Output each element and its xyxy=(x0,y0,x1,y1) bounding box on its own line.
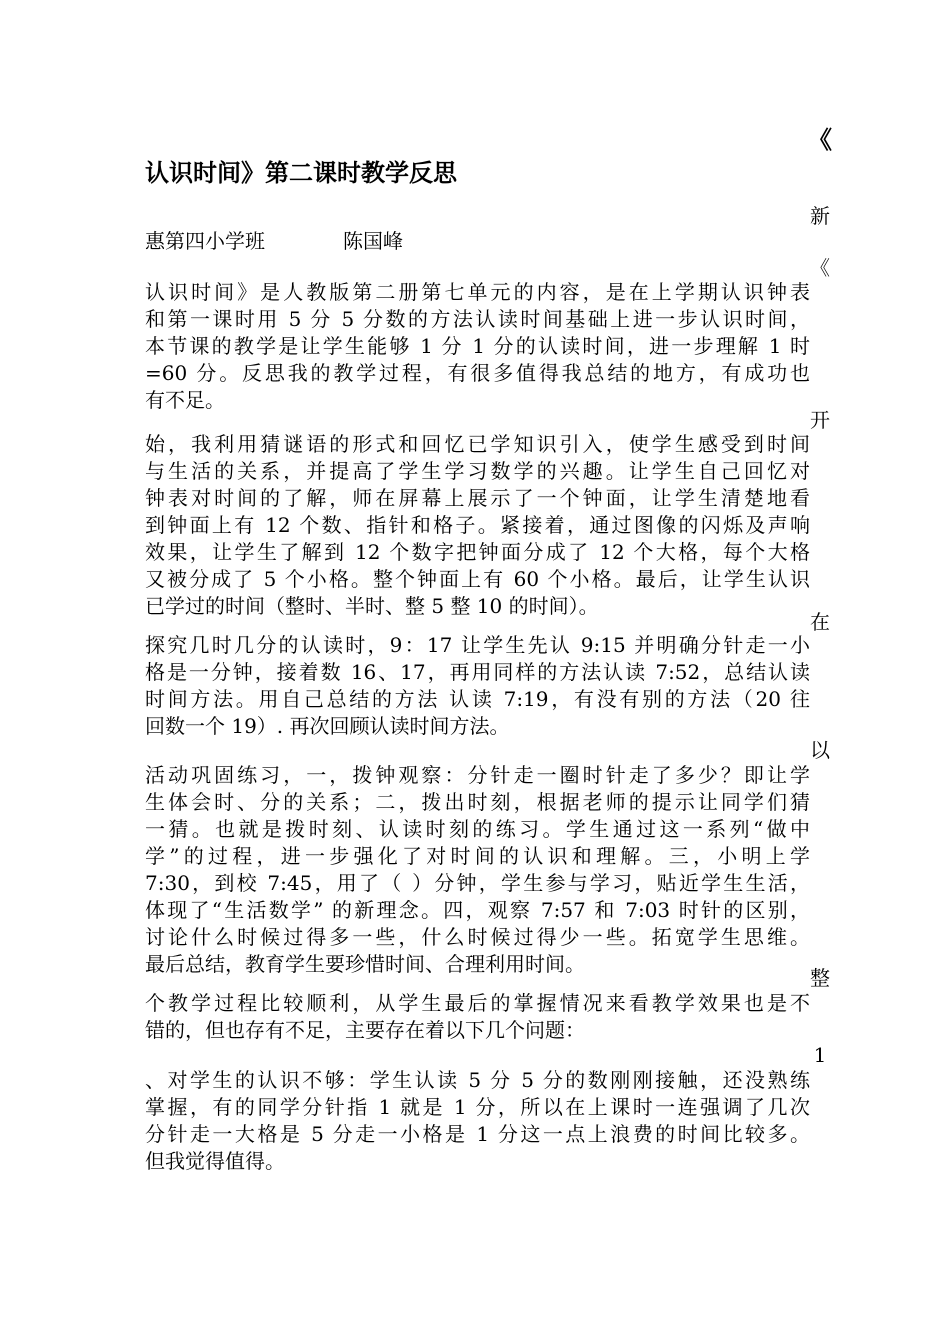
paragraph-line: 回数一个 19）. 再次回顾认读时间方法。 xyxy=(145,714,510,738)
margin-char-4: 开 xyxy=(810,408,830,432)
paragraph-summary xyxy=(145,990,810,1044)
paragraph-practice xyxy=(145,762,810,978)
paragraph-line: 但我觉得值得。 xyxy=(145,1149,285,1173)
paragraph-line: 学”的过程，进一步强化了对时间的认识和理解。三，小明上学 xyxy=(145,844,810,868)
margin-char-5: 在 xyxy=(810,610,830,634)
paragraph-line: 有不足。 xyxy=(145,388,225,412)
paragraph-line: 生体会时、分的关系；二，拨出时刻，根据老师的提示让同学们猜 xyxy=(145,790,810,814)
paragraph-line: 掌握，有的同学分针指 1 就是 1 分，所以在上课时一连强调了几次 xyxy=(145,1095,810,1119)
paragraph-line: 最后总结，教育学生要珍惜时间、合理利用时间。 xyxy=(145,952,585,976)
paragraph-line: 体现了“生活数学” 的新理念。四，观察 7:57 和 7:03 时针的区别， xyxy=(145,898,810,922)
paragraph-line: 与生活的关系，并提高了学生学习数学的兴趣。让学生自己回忆对 xyxy=(145,459,810,483)
paragraph-issue-1 xyxy=(145,1067,810,1175)
paragraph-line: =60 分。反思我的教学过程，有很多值得我总结的地方，有成功也 xyxy=(145,361,810,385)
paragraph-line: 错的，但也存有不足，主要存在着以下几个问题： xyxy=(145,1018,585,1042)
document-title: 认识时间》第二课时教学反思 xyxy=(145,158,457,187)
paragraph-line: 和第一课时用 5 分 5 分数的方法认读时间基础上进一步认识时间， xyxy=(145,307,810,331)
paragraph-line: 个教学过程比较顺利，从学生最后的掌握情况来看教学效果也是不 xyxy=(145,991,810,1015)
paragraph-line: 讨论什么时候过得多一些，什么时候过得少一些。拓宽学生思维。 xyxy=(145,925,810,949)
margin-char-8: 1 xyxy=(813,1043,827,1067)
margin-char-7: 整 xyxy=(810,966,830,990)
paragraph-line: 到钟面上有 12 个数、指针和格子。紧接着，通过图像的闪烁及声响 xyxy=(145,513,810,537)
paragraph-line: 活动巩固练习，一，拨钟观察：分针走一圈时针走了多少？即让学 xyxy=(145,763,810,787)
paragraph-line: 始，我利用猜谜语的形式和回忆已学知识引入，使学生感受到时间 xyxy=(145,432,810,456)
paragraph-line: 格是一分钟，接着数 16、17，再用同样的方法认读 7:52，总结认读 xyxy=(145,660,810,684)
byline xyxy=(145,228,403,254)
margin-char-2: 新 xyxy=(810,204,830,228)
paragraph-line: 一猜。也就是拨时刻、认读时刻的练习。学生通过这一系列“做中 xyxy=(145,817,810,841)
paragraph-intro xyxy=(145,279,810,414)
paragraph-opening xyxy=(145,431,810,620)
byline-author: 陈国峰 xyxy=(343,229,403,253)
margin-char-6: 以 xyxy=(810,738,830,762)
paragraph-line: 、对学生的认识不够：学生认读 5 分 5 分的数刚刚接触，还没熟练 xyxy=(145,1068,810,1092)
paragraph-line: 认识时间》是人教版第二册第七单元的内容，是在上学期认识钟表 xyxy=(145,280,810,304)
paragraph-line: 钟表对时间的了解，师在屏幕上展示了一个钟面，让学生清楚地看 xyxy=(145,486,810,510)
paragraph-line: 时间方法。用自己总结的方法 认读 7:19，有没有别的方法（20 往 xyxy=(145,687,810,711)
paragraph-line: 本节课的教学是让学生能够 1 分 1 分的认读时间，进一步理解 1 时 xyxy=(145,334,810,358)
paragraph-line: 探究几时几分的认读时，9：17 让学生先认 9:15 并明确分针走一小 xyxy=(145,633,810,657)
margin-char-1: 《 xyxy=(808,125,832,154)
paragraph-line: 效果，让学生了解到 12 个数字把钟面分成了 12 个大格，每个大格 xyxy=(145,540,810,564)
paragraph-line: 又被分成了 5 个小格。整个钟面上有 60 个小格。最后，让学生认识 xyxy=(145,567,810,591)
paragraph-line: 分针走一大格是 5 分走一小格是 1 分这一点上浪费的时间比较多。 xyxy=(145,1122,810,1146)
byline-school: 惠第四小学班 xyxy=(145,229,265,253)
margin-char-3: 《 xyxy=(810,256,830,280)
paragraph-line: 7:30，到校 7:45，用了（ ）分钟，学生参与学习，贴近学生生活， xyxy=(145,871,810,895)
paragraph-line: 已学过的时间（整时、半时、整 5 整 10 的时间）。 xyxy=(145,594,599,618)
paragraph-exploration xyxy=(145,632,810,740)
